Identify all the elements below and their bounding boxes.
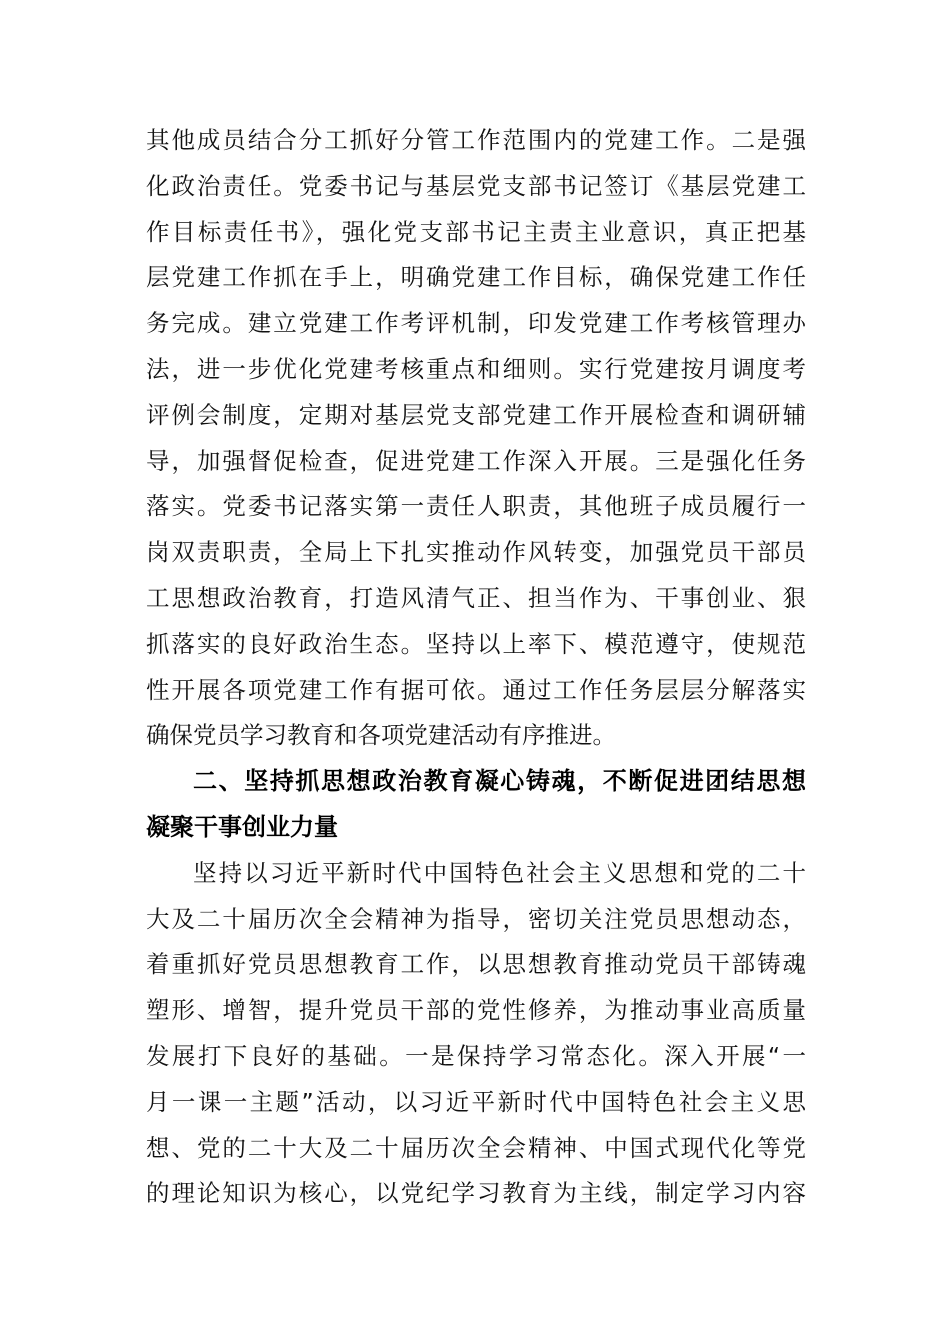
paragraph <box>146 851 806 1217</box>
text-line: 岗双责职责，全局上下扎实推动作风转变，加强党员干部员 <box>146 538 806 567</box>
text-line: 想、党的二十大及二十届历次全会精神、中国式现代化等党 <box>146 1133 806 1162</box>
document-page <box>146 118 806 1217</box>
text-line: 大及二十届历次全会精神为指导，密切关注党员思想动态， <box>146 904 806 933</box>
text-line: 抓落实的良好政治生态。坚持以上率下、模范遵守，使规范 <box>146 629 806 658</box>
text-line: 作目标责任书》，强化党支部书记主责主业意识，真正把基 <box>146 217 806 246</box>
text-line: 发展打下良好的基础。一是保持学习常态化。深入开展“一 <box>146 1041 806 1070</box>
text-line: 法，进一步优化党建考核重点和细则。实行党建按月调度考 <box>146 354 806 383</box>
text-line: 务完成。建立党建工作考评机制，印发党建工作考核管理办 <box>146 309 806 338</box>
text-line: 化政治责任。党委书记与基层党支部书记签订《基层党建工 <box>146 171 806 200</box>
text-line: 月一课一主题”活动，以习近平新时代中国特色社会主义思 <box>146 1087 806 1116</box>
text-line: 塑形、增智，提升党员干部的党性修养，为推动事业高质量 <box>146 996 806 1025</box>
text-line: 性开展各项党建工作有据可依。通过工作任务层层分解落实 <box>146 675 806 704</box>
heading-line: 二、坚持抓思想政治教育凝心铸魂，不断促进团结思想 <box>193 767 806 796</box>
text-line: 坚持以习近平新时代中国特色社会主义思想和党的二十 <box>193 858 806 887</box>
text-line: 评例会制度，定期对基层党支部党建工作开展检查和调研辅 <box>146 400 806 429</box>
text-line: 确保党员学习教育和各项党建活动有序推进。 <box>146 721 616 750</box>
section-heading <box>146 759 806 851</box>
text-line: 着重抓好党员思想教育工作，以思想教育推动党员干部铸魂 <box>146 950 806 979</box>
heading-line: 凝聚干事创业力量 <box>146 812 338 841</box>
text-line: 其他成员结合分工抓好分管工作范围内的党建工作。二是强 <box>146 126 806 154</box>
text-line: 落实。党委书记落实第一责任人职责，其他班子成员履行一 <box>146 492 806 521</box>
text-line: 的理论知识为核心，以党纪学习教育为主线，制定学习内容 <box>146 1179 806 1208</box>
text-line: 层党建工作抓在手上，明确党建工作目标，确保党建工作任 <box>146 263 806 292</box>
text-line: 工思想政治教育，打造风清气正、担当作为、干事创业、狠 <box>146 583 806 612</box>
paragraph-continued <box>146 118 806 759</box>
text-line: 导，加强督促检查，促进党建工作深入开展。三是强化任务 <box>146 446 806 475</box>
